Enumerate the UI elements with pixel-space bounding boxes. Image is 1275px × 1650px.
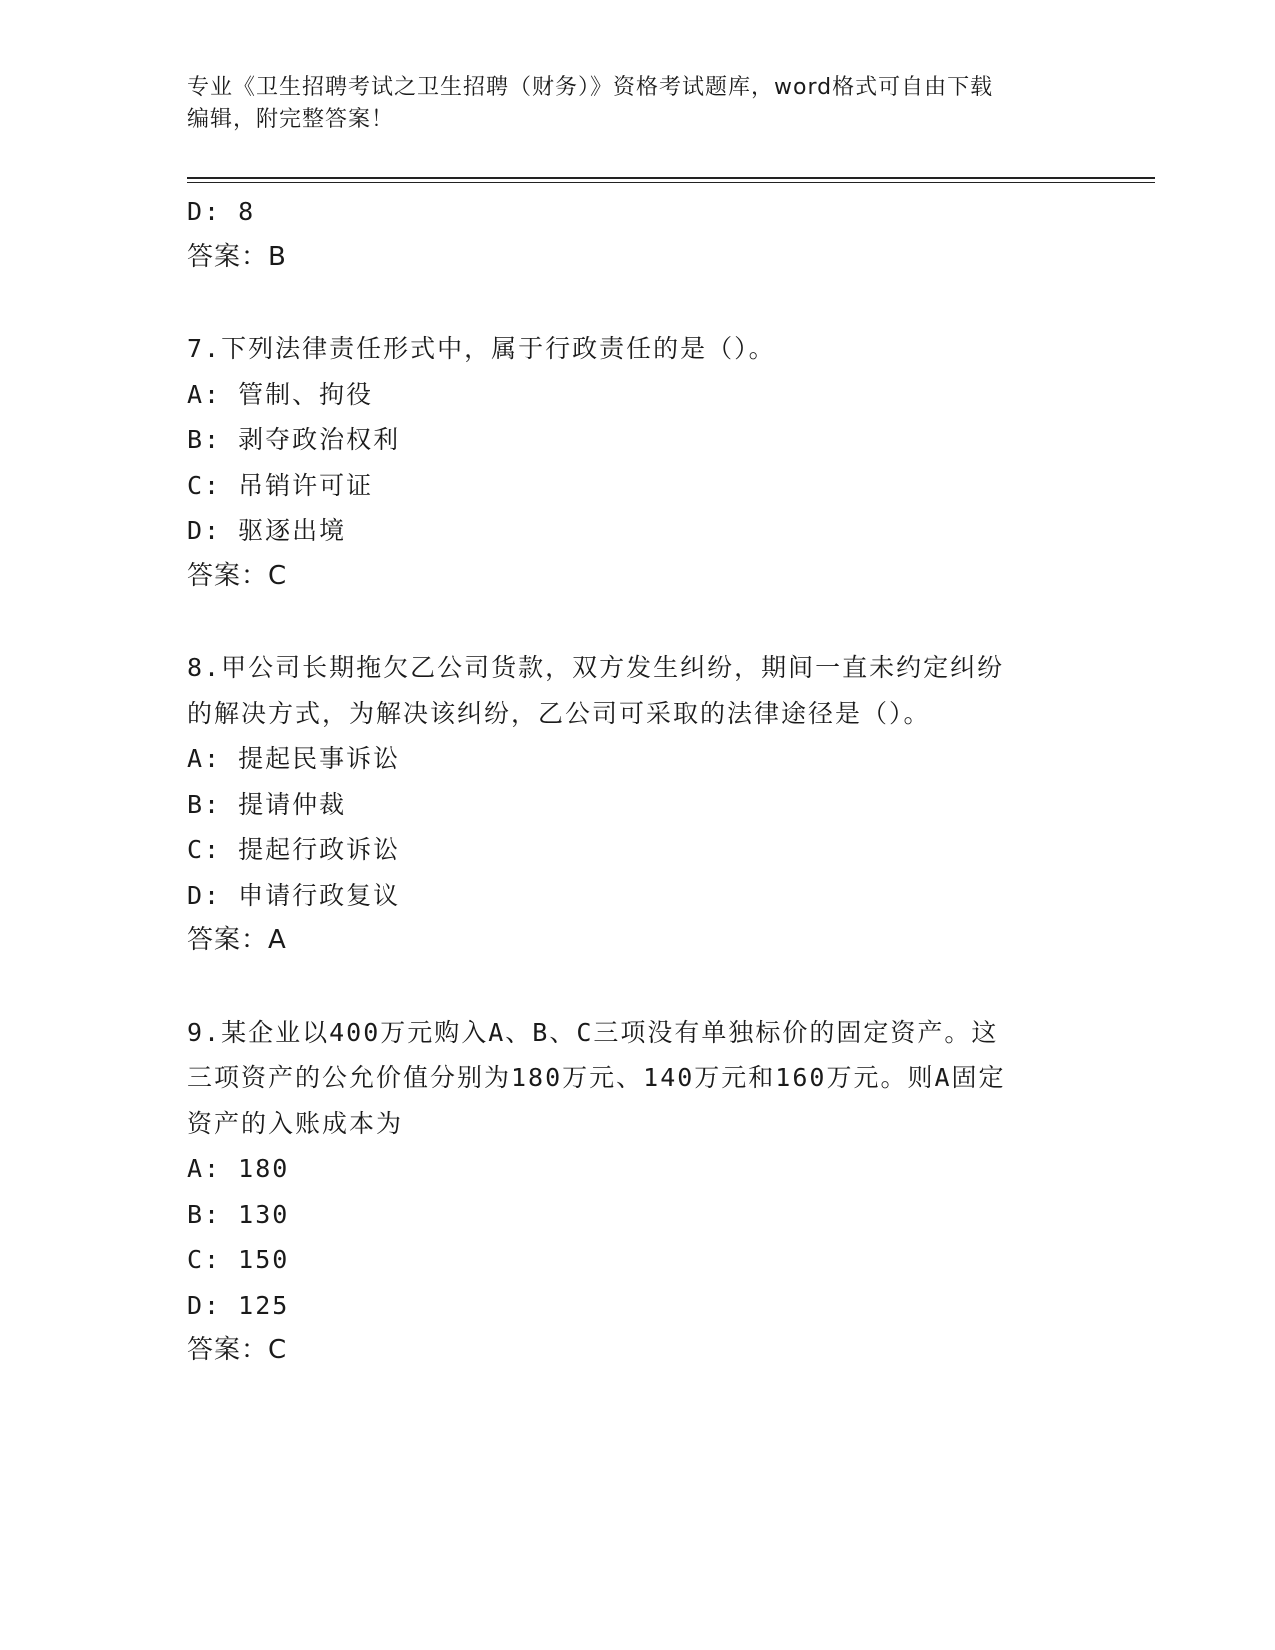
option-b: B: 130	[187, 1199, 290, 1229]
answer-label: 答案：C	[187, 560, 288, 591]
question-stem-line: 的解决方式，为解决该纠纷，乙公司可采取的法律途径是（）。	[187, 698, 931, 728]
header-divider	[187, 177, 1155, 183]
header-line-2: 编辑，附完整答案！	[187, 107, 395, 132]
question-9	[187, 1010, 1087, 1374]
option-c: C: 吊销许可证	[187, 470, 374, 500]
question-7	[187, 326, 1087, 599]
spacer	[187, 599, 1087, 645]
option-c: C: 150	[187, 1245, 290, 1274]
header-line-1: 专业《卫生招聘考试之卫生招聘（财务）》资格考试题库，word格式可自由下载	[187, 75, 994, 100]
option-a: A: 提起民事诉讼	[187, 744, 401, 773]
question-list	[187, 189, 1087, 1374]
question-stem-line: 资产的入账成本为	[187, 1108, 404, 1138]
option-d: D: 申请行政复议	[187, 880, 401, 910]
answer-label: 答案：C	[187, 1335, 288, 1365]
option-d: D: 125	[187, 1290, 290, 1320]
question-stem: 7.下列法律责任形式中，属于行政责任的是（）。	[187, 334, 776, 363]
question-stem-line: 三项资产的公允价值分别为180万元、140万元和160万元。则A固定	[187, 1063, 1006, 1092]
spacer	[187, 280, 1087, 326]
option-c: C: 提起行政诉讼	[187, 835, 401, 864]
option-b: B: 提请仲裁	[187, 789, 347, 819]
option-d: D: 驱逐出境	[187, 516, 347, 545]
answer-label: 答案：B	[187, 241, 287, 272]
question-stem-line: 9.某企业以400万元购入A、B、C三项没有单独标价的固定资产。这	[187, 1017, 999, 1047]
option-a: A: 180	[187, 1154, 290, 1183]
question-stem-line: 8.甲公司长期拖欠乙公司货款，双方发生纠纷，期间一直未约定纠纷	[187, 653, 1005, 682]
spacer	[187, 964, 1087, 1010]
previous-question-tail	[187, 189, 1087, 280]
option-d: D: 8	[187, 197, 256, 226]
option-a: A: 管制、拘役	[187, 379, 374, 409]
answer-label: 答案：A	[187, 925, 287, 955]
option-b: B: 剥夺政治权利	[187, 425, 401, 454]
question-8	[187, 645, 1087, 964]
page-header	[187, 72, 1087, 136]
